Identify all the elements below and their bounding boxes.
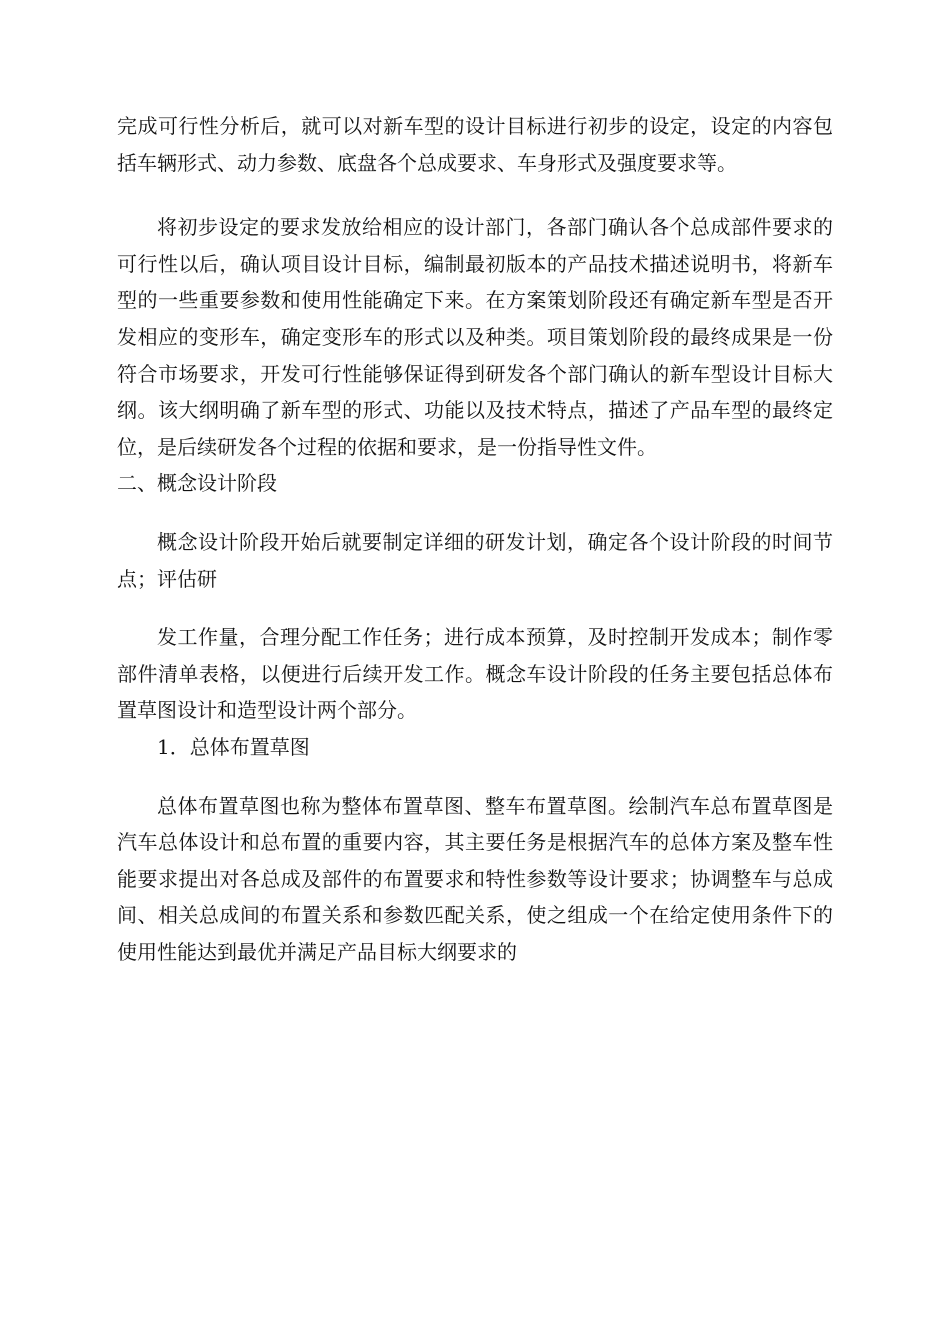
document-page — [117, 108, 833, 970]
paragraph-layout-sketch: 总体布置草图也称为整体布置草图、整车布置草图。绘制汽车总布置草图是汽车总体设计和总布置的重要内容，其主要任务是根据汽车的总体方案及整车性能要求提出对各总成及部件的布置要求和特性参数等设计要求；协调整车与总成间、相关总成间的布置关系和参数匹配关系，使之组成一个在给定使用条件下的使用性能达到最优并满足产品目标大纲要求的 — [117, 793, 833, 964]
section-heading-concept-design: 二、概念设计阶段 — [117, 471, 277, 496]
paragraph-project-planning: 将初步设定的要求发放给相应的设计部门，各部门确认各个总成部件要求的可行性以后，确认项目设计目标，编制最初版本的产品技术描述说明书，将新车型的一些重要参数和使用性能确定下来。在方案策划阶段还有确定新车型是否开发相应的变形车，确定变形车的形式以及种类。项目策划阶段的最终成果是一份符合市场要求，开发可行性能够保证得到研发各个部门确认的新车型设计目标大纲。该大纲明确了新车型的形式、功能以及技术特点，描述了产品车型的最终定位，是后续研发各个过程的依据和要求，是一份指导性文件。 — [117, 215, 833, 459]
paragraph-feasibility-result: 完成可行性分析后，就可以对新车型的设计目标进行初步的设定，设定的内容包括车辆形式、动力参数、底盘各个总成要求、车身形式及强度要求等。 — [117, 114, 833, 175]
paragraph-concept-tasks: 发工作量，合理分配工作任务；进行成本预算，及时控制开发成本；制作零部件清单表格，以便进行后续开发工作。概念车设计阶段的任务主要包括总体布置草图设计和造型设计两个部分。 — [117, 625, 833, 723]
subsection-heading-layout-sketch: 1．总体布置草图 — [157, 734, 310, 759]
paragraph-concept-plan: 概念设计阶段开始后就要制定详细的研发计划，确定各个设计阶段的时间节点；评估研 — [117, 529, 833, 591]
